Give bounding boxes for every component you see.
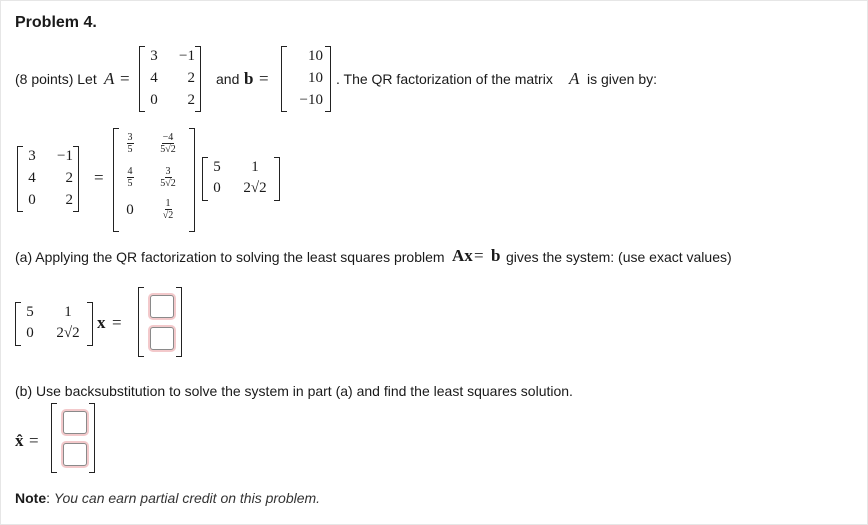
matrix-r-cell: 0 <box>26 325 34 341</box>
x-symbol: x <box>97 313 106 332</box>
answer-a-input-2[interactable] <box>150 327 174 350</box>
equals-sign: = <box>29 431 39 450</box>
fraction-denominator: 5√2 <box>160 144 176 155</box>
matrix-a-cell: −1 <box>57 148 73 164</box>
note-label: Note <box>15 490 47 506</box>
problem-title: Problem 4. <box>15 14 97 31</box>
answer-vector-a <box>138 287 182 357</box>
answer-b-input-2[interactable] <box>63 443 87 466</box>
vector-b-symbol: b <box>491 246 501 265</box>
matrix-q <box>113 128 195 232</box>
matrix-a-cell: 4 <box>150 70 158 86</box>
matrix-a-cell: 3 <box>150 48 158 64</box>
matrix-q-fraction <box>151 166 185 189</box>
matrix-r-system <box>15 302 93 346</box>
part-a-text: (a) Applying the QR factorization to solving the least squares problem <box>15 249 445 265</box>
matrix-r-cell: 0 <box>213 180 221 196</box>
matrix-a-cell: 2 <box>65 192 73 208</box>
vector-b-cell: −10 <box>299 92 323 108</box>
vector-b-cell: 10 <box>308 70 323 86</box>
matrix-a-cell: 0 <box>150 92 158 108</box>
matrix-a-cell: 0 <box>28 192 36 208</box>
matrix-a <box>139 46 201 112</box>
matrix-a-cell: 2 <box>187 92 195 108</box>
answer-b-input-1[interactable] <box>63 411 87 434</box>
matrix-a-symbol: A <box>569 69 580 88</box>
matrix-q-fraction <box>123 166 137 189</box>
part-b-text: (b) Use backsubstitution to solve the system in part (a) and find the least squares solution. <box>15 383 573 399</box>
equals-sign: = <box>112 313 122 332</box>
matrix-a-qr <box>17 146 79 212</box>
matrix-a-cell: 4 <box>28 170 36 186</box>
matrix-r-cell: 5 <box>213 159 221 175</box>
equals-sign: = <box>120 69 130 88</box>
vector-b <box>281 46 331 112</box>
equals-sign: = <box>259 69 269 88</box>
matrix-r-cell: 2√2 <box>56 325 80 341</box>
qr-intro-text: . The QR factorization of the matrix <box>336 71 553 87</box>
fraction-numerator: 3 <box>127 132 133 143</box>
fraction-denominator: √2 <box>162 210 174 221</box>
matrix-a-symbol: A <box>104 69 115 88</box>
note: Note: You can earn partial credit on this problem. <box>15 490 321 506</box>
ax-symbol: Ax <box>452 246 473 265</box>
answer-a-input-1[interactable] <box>150 295 174 318</box>
fraction-denominator: 5 <box>127 178 133 189</box>
and-label: and <box>216 71 240 87</box>
fraction-numerator: −4 <box>162 132 174 143</box>
matrix-q-fraction <box>153 198 183 221</box>
matrix-r <box>202 157 280 201</box>
part-a-text-end: gives the system: (use exact values) <box>506 249 732 265</box>
matrix-a-cell: 2 <box>65 170 73 186</box>
matrix-q-cell: 0 <box>126 202 134 218</box>
fraction-numerator: 3 <box>165 166 171 177</box>
matrix-r-cell: 5 <box>26 304 34 320</box>
fraction-numerator: 4 <box>127 166 133 177</box>
qr-intro-end: is given by: <box>587 71 658 87</box>
matrix-r-cell: 2√2 <box>243 180 267 196</box>
matrix-r-cell: 1 <box>64 304 72 320</box>
points-label: (8 points) Let <box>15 71 97 87</box>
matrix-q-fraction <box>123 132 137 155</box>
matrix-q-fraction <box>151 132 185 155</box>
vector-b-symbol: b <box>244 69 254 88</box>
vector-b-cell: 10 <box>308 48 323 64</box>
x-hat-symbol: x̂ <box>15 431 24 450</box>
matrix-a-cell: 3 <box>28 148 36 164</box>
equals-sign: = <box>94 168 104 187</box>
equals-sign: = <box>474 246 484 265</box>
fraction-denominator: 5√2 <box>160 178 176 189</box>
fraction-denominator: 5 <box>127 144 133 155</box>
matrix-a-cell: −1 <box>179 48 195 64</box>
matrix-a-cell: 2 <box>187 70 195 86</box>
note-text: You can earn partial credit on this problem. <box>53 490 321 506</box>
fraction-numerator: 1 <box>165 198 171 209</box>
matrix-r-cell: 1 <box>251 159 259 175</box>
answer-vector-b <box>51 403 95 473</box>
